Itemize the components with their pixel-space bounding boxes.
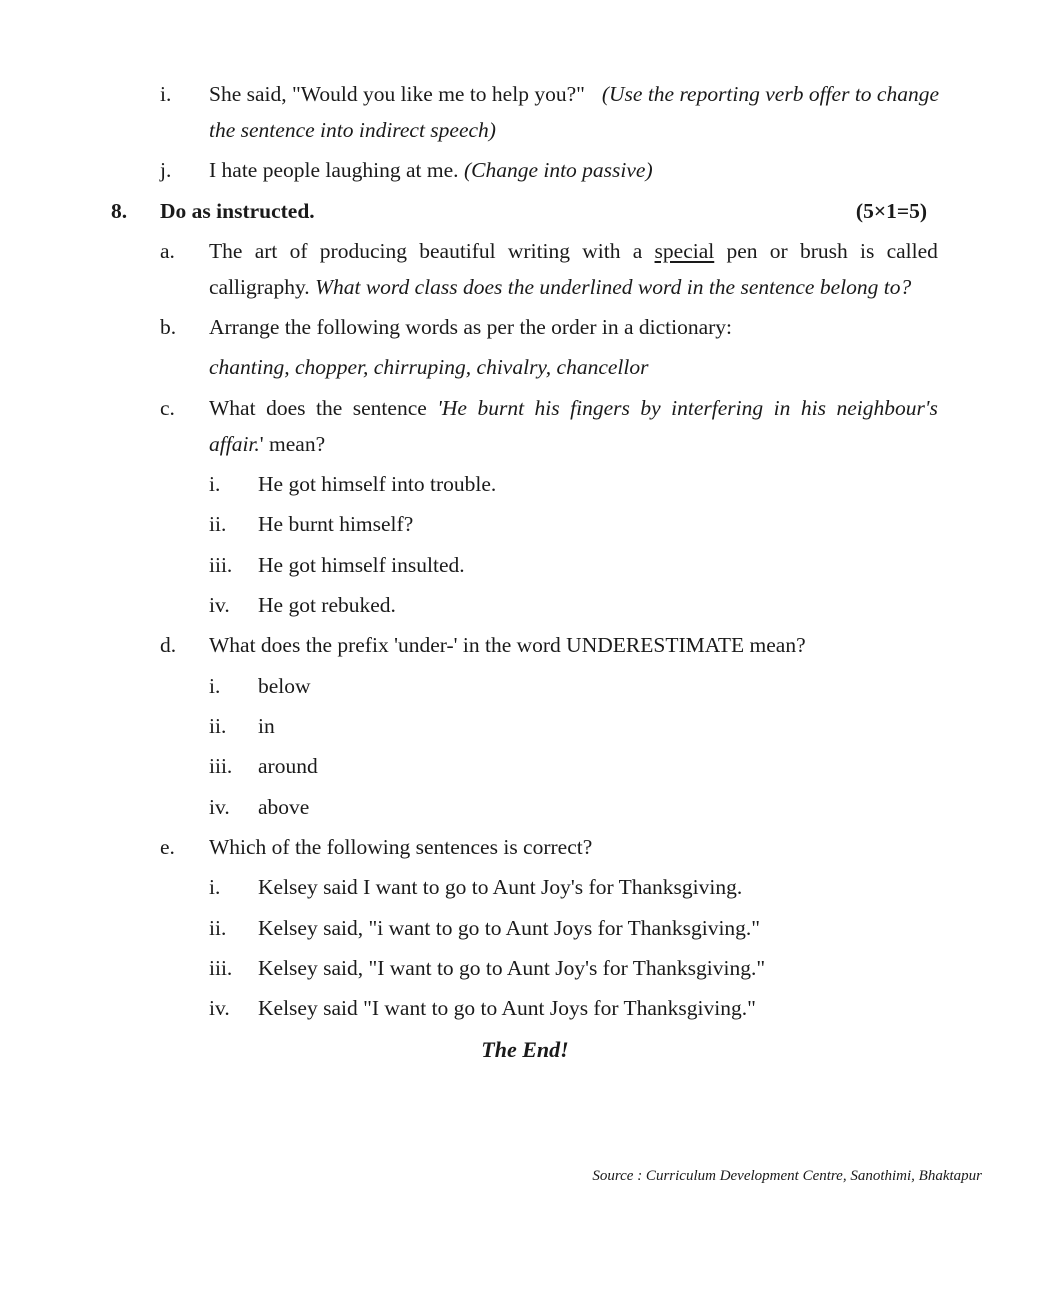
- item-text: [209, 277, 911, 299]
- item-text: Which of the following sentences is correct?: [209, 835, 593, 859]
- option-text: He got himself into trouble.: [258, 472, 497, 496]
- word: writing: [507, 239, 571, 263]
- item-sentence: calligraphy.: [209, 275, 310, 299]
- item-label: a.: [160, 239, 175, 263]
- option-text: Kelsey said, "i want to go to Aunt Joys for Thanksgiving.": [258, 916, 761, 940]
- word: 'He: [437, 396, 467, 420]
- item-text: [209, 434, 325, 456]
- item-label: j.: [160, 158, 172, 182]
- option-label: i.: [209, 472, 221, 496]
- item-label: e.: [160, 835, 175, 859]
- option-label: ii.: [209, 512, 227, 536]
- option-label: iii.: [209, 553, 233, 577]
- option-text: above: [258, 795, 310, 819]
- word: sentence: [352, 396, 427, 420]
- option-label: iv.: [209, 593, 230, 617]
- word: or: [769, 239, 788, 263]
- word: fingers: [570, 396, 630, 420]
- item-quote-end: affair.: [209, 432, 260, 456]
- option-text: Kelsey said I want to go to Aunt Joy's for Thanksgiving.: [258, 875, 743, 899]
- item-text: What does the prefix 'under-' in the word UNDERESTIMATE mean?: [209, 633, 806, 657]
- item-sentence: ' mean?: [259, 432, 326, 456]
- item-label: i.: [160, 82, 172, 106]
- option-text: in: [258, 714, 275, 738]
- word: brush: [799, 239, 848, 263]
- item-instruction: the sentence into indirect speech): [209, 118, 496, 142]
- end-marker: The End!: [481, 1037, 569, 1062]
- word: is: [860, 239, 875, 263]
- word: producing: [319, 239, 407, 263]
- item-line-justified: [209, 398, 938, 420]
- option-label: iii.: [209, 956, 233, 980]
- item-text: She said, "Would you like me to help you?": [209, 82, 585, 106]
- word: in: [773, 396, 791, 420]
- item-instruction: (Change into passive): [463, 158, 653, 182]
- word: with: [582, 239, 621, 263]
- word: burnt: [477, 396, 525, 420]
- option-text: around: [258, 754, 318, 778]
- underlined-word: special: [654, 239, 715, 263]
- word: The: [209, 239, 243, 263]
- word: the: [315, 396, 343, 420]
- item-sentence: I hate people laughing at me.: [209, 158, 459, 182]
- option-label: iv.: [209, 996, 230, 1020]
- word: neighbour's: [836, 396, 938, 420]
- word: called: [886, 239, 938, 263]
- word: What: [209, 396, 256, 420]
- option-label: i.: [209, 875, 221, 899]
- item-label: c.: [160, 396, 175, 420]
- option-text: He burnt himself?: [258, 512, 414, 536]
- word: does: [266, 396, 306, 420]
- option-text: Kelsey said, "I want to go to Aunt Joy's for Thanksgiving.": [258, 956, 766, 980]
- item-line-justified: [209, 241, 938, 263]
- option-text: He got himself insulted.: [258, 553, 465, 577]
- word: his: [800, 396, 826, 420]
- word: by: [640, 396, 661, 420]
- item-text: [209, 160, 653, 182]
- question-number: 8.: [111, 199, 128, 223]
- word: a: [632, 239, 643, 263]
- item-label: d.: [160, 633, 177, 657]
- item-label: b.: [160, 315, 177, 339]
- word: art: [254, 239, 278, 263]
- option-label: ii.: [209, 916, 227, 940]
- item-instruction: What word class does the underlined word in the sentence belong to?: [315, 275, 912, 299]
- option-label: iv.: [209, 795, 230, 819]
- item-text: Arrange the following words as per the order in a dictionary:: [209, 315, 733, 339]
- item-instruction: (Use the reporting verb offer to change: [601, 82, 939, 106]
- option-text: Kelsey said "I want to go to Aunt Joys for Thanksgiving.": [258, 996, 756, 1020]
- option-label: iii.: [209, 754, 233, 778]
- option-label: ii.: [209, 714, 227, 738]
- question-marks: (5×1=5): [855, 199, 927, 223]
- word: beautiful: [419, 239, 496, 263]
- source-footer: Source : Curriculum Development Centre, Sanothimi, Bhaktapur: [592, 1168, 982, 1184]
- word: pen: [726, 239, 758, 263]
- word: interfering: [671, 396, 764, 420]
- word-list: chanting, chopper, chirruping, chivalry, chancellor: [209, 355, 649, 379]
- word: of: [289, 239, 308, 263]
- option-text: below: [258, 674, 311, 698]
- option-label: i.: [209, 674, 221, 698]
- word: his: [534, 396, 560, 420]
- question-title: Do as instructed.: [160, 199, 315, 223]
- option-text: He got rebuked.: [258, 593, 396, 617]
